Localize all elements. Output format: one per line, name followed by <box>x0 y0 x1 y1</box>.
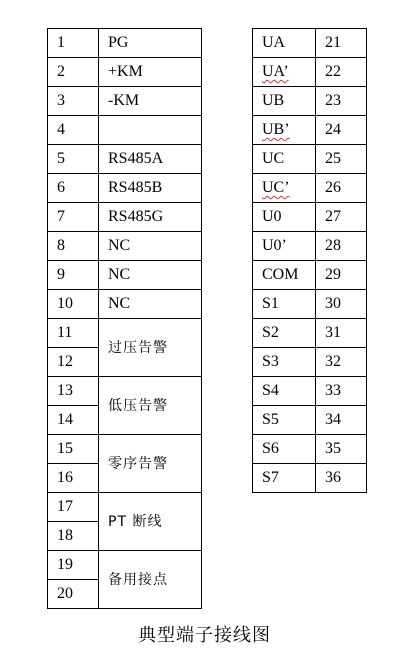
terminal-number: 34 <box>316 406 367 435</box>
left-terminal-table <box>47 28 202 609</box>
table-row <box>48 551 202 580</box>
terminal-label: RS485A <box>99 145 202 174</box>
terminal-number: 15 <box>48 435 99 464</box>
table-row <box>253 87 367 116</box>
table-row <box>48 435 202 464</box>
terminal-label: NC <box>99 232 202 261</box>
terminal-number: 18 <box>48 522 99 551</box>
terminal-number: 10 <box>48 290 99 319</box>
terminal-number: 17 <box>48 493 99 522</box>
signal-name <box>253 116 316 145</box>
terminal-label <box>99 116 202 145</box>
terminal-label: RS485B <box>99 174 202 203</box>
terminal-label: NC <box>99 261 202 290</box>
signal-name: UC <box>253 145 316 174</box>
terminal-number: 5 <box>48 145 99 174</box>
terminal-number: 16 <box>48 464 99 493</box>
table-row <box>48 145 202 174</box>
terminal-label: PG <box>99 29 202 58</box>
terminal-number: 9 <box>48 261 99 290</box>
table-row <box>253 377 367 406</box>
terminal-number: 33 <box>316 377 367 406</box>
terminal-number: 36 <box>316 464 367 493</box>
terminal-number: 25 <box>316 145 367 174</box>
table-row <box>48 58 202 87</box>
terminal-number: 6 <box>48 174 99 203</box>
signal-name: S1 <box>253 290 316 319</box>
table-row <box>253 290 367 319</box>
terminal-number: 14 <box>48 406 99 435</box>
terminal-label-merged: PT 断线 <box>99 493 202 551</box>
table-row <box>48 203 202 232</box>
signal-name: COM <box>253 261 316 290</box>
terminal-label-merged: 零序告警 <box>99 435 202 493</box>
terminal-number: 21 <box>316 29 367 58</box>
table-row <box>253 348 367 377</box>
table-row <box>253 319 367 348</box>
terminal-label: -KM <box>99 87 202 116</box>
figure-caption: 典型端子接线图 <box>138 625 271 646</box>
terminal-number: 27 <box>316 203 367 232</box>
terminal-number: 2 <box>48 58 99 87</box>
terminal-number: 29 <box>316 261 367 290</box>
table-row <box>253 116 367 145</box>
table-row <box>253 261 367 290</box>
terminal-number: 31 <box>316 319 367 348</box>
table-row <box>253 464 367 493</box>
table-row <box>253 406 367 435</box>
table-row <box>48 232 202 261</box>
terminal-number: 32 <box>316 348 367 377</box>
terminal-number: 8 <box>48 232 99 261</box>
signal-name <box>253 174 316 203</box>
right-terminal-table <box>252 28 367 493</box>
signal-name: UA <box>253 29 316 58</box>
terminal-label: RS485G <box>99 203 202 232</box>
spellcheck-underlined-text: UC’ <box>262 179 290 196</box>
signal-name: S4 <box>253 377 316 406</box>
signal-name <box>253 58 316 87</box>
signal-name: U0’ <box>253 232 316 261</box>
signal-name: S5 <box>253 406 316 435</box>
signal-name: S7 <box>253 464 316 493</box>
table-row <box>253 203 367 232</box>
terminal-label: NC <box>99 290 202 319</box>
table-row <box>48 174 202 203</box>
terminal-number: 3 <box>48 87 99 116</box>
terminal-number: 7 <box>48 203 99 232</box>
signal-name: U0 <box>253 203 316 232</box>
table-row <box>48 29 202 58</box>
table-row <box>48 377 202 406</box>
terminal-number: 11 <box>48 319 99 348</box>
signal-name: S3 <box>253 348 316 377</box>
table-row <box>253 174 367 203</box>
table-row <box>253 29 367 58</box>
terminal-number: 12 <box>48 348 99 377</box>
terminal-number: 23 <box>316 87 367 116</box>
table-row <box>253 58 367 87</box>
terminal-number: 22 <box>316 58 367 87</box>
terminal-label-merged: 备用接点 <box>99 551 202 609</box>
signal-name: S2 <box>253 319 316 348</box>
table-row <box>253 435 367 464</box>
terminal-label-merged: 低压告警 <box>99 377 202 435</box>
table-row <box>253 145 367 174</box>
terminal-number: 4 <box>48 116 99 145</box>
spellcheck-underlined-text: UB’ <box>262 121 290 138</box>
terminal-label-merged: 过压告警 <box>99 319 202 377</box>
table-row <box>48 87 202 116</box>
terminal-number: 13 <box>48 377 99 406</box>
table-row <box>48 319 202 348</box>
signal-name: S6 <box>253 435 316 464</box>
terminal-number: 20 <box>48 580 99 609</box>
table-row <box>48 493 202 522</box>
terminal-number: 26 <box>316 174 367 203</box>
terminal-number: 35 <box>316 435 367 464</box>
table-row <box>48 116 202 145</box>
terminal-number: 19 <box>48 551 99 580</box>
terminal-number: 24 <box>316 116 367 145</box>
terminal-label: +KM <box>99 58 202 87</box>
table-row <box>48 261 202 290</box>
terminal-number: 30 <box>316 290 367 319</box>
spellcheck-underlined-text: UA’ <box>262 63 289 80</box>
signal-name: UB <box>253 87 316 116</box>
terminal-number: 1 <box>48 29 99 58</box>
terminal-number: 28 <box>316 232 367 261</box>
table-row <box>253 232 367 261</box>
table-row <box>48 290 202 319</box>
